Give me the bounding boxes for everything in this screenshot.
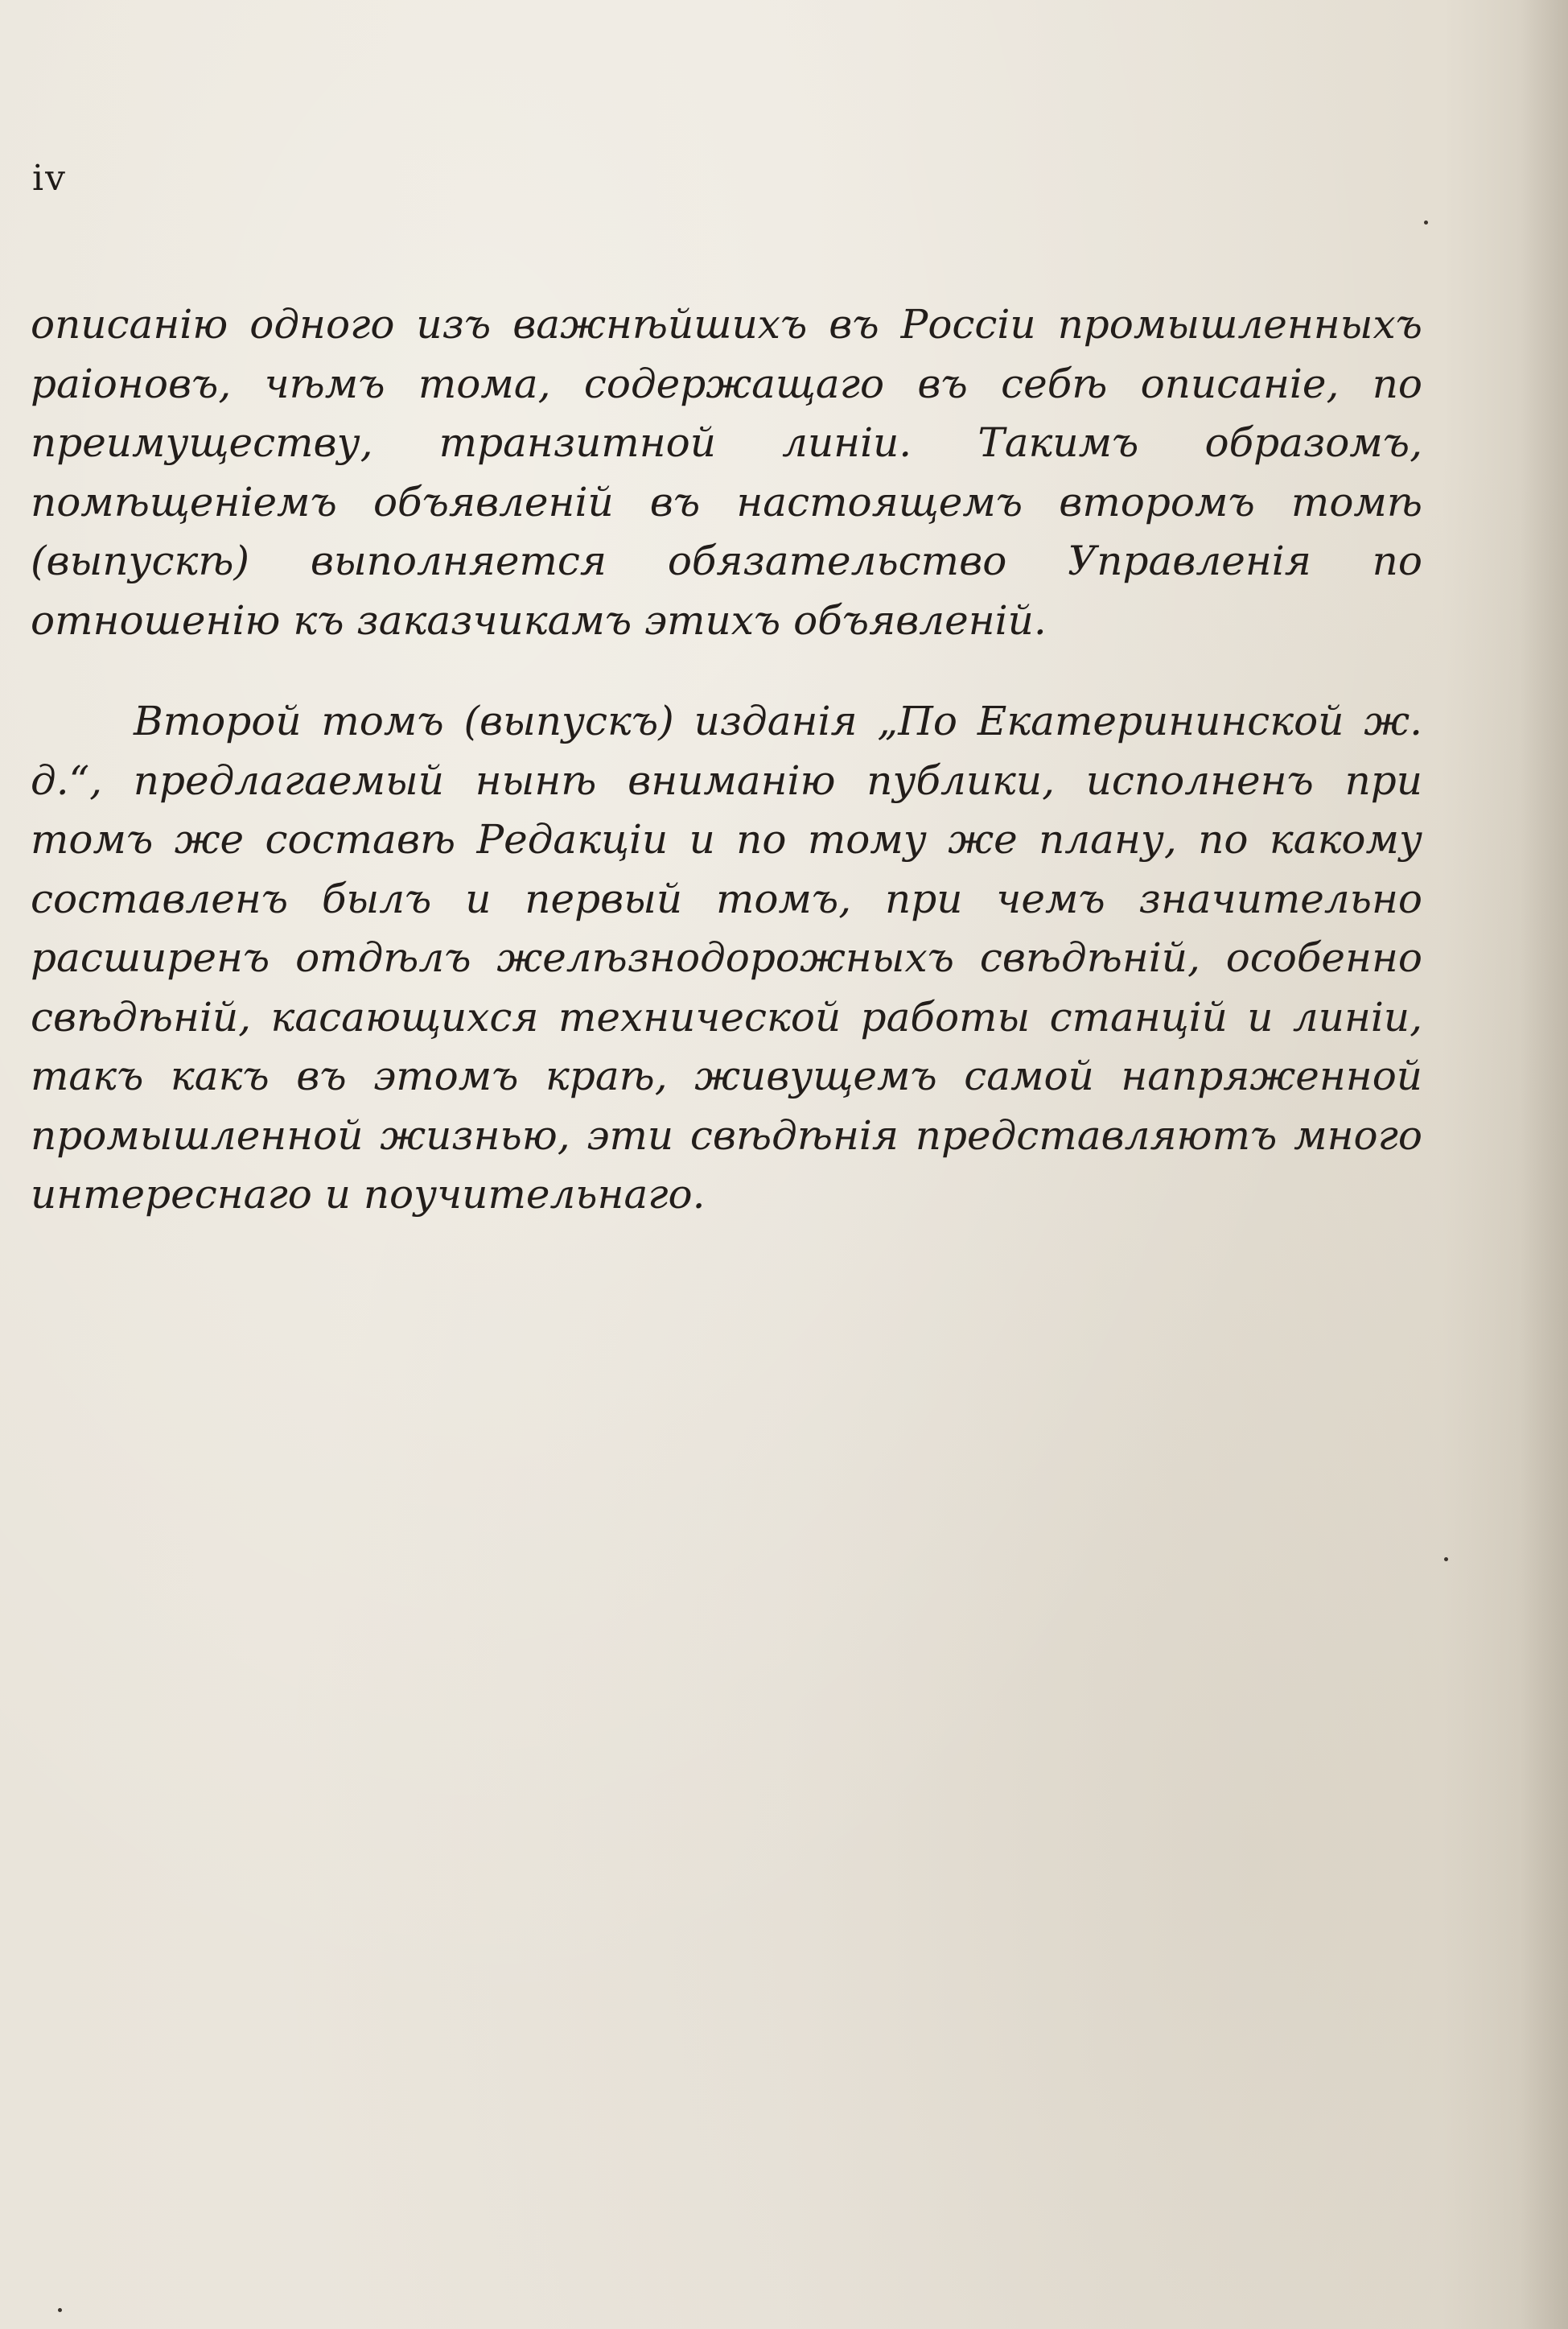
- paper-speck: [1444, 1557, 1448, 1561]
- page-number: iv: [32, 158, 67, 199]
- paragraph-2: Второй томъ (выпускъ) изданія „По Екатерининской ж. д.“, предлагаемый нынѣ вниманію публики, исполненъ при томъ же составѣ Редакціи и по тому же плану, по какому составленъ былъ и первый томъ, при чемъ значительно расширенъ отдѣлъ желѣзнодорожныхъ свѣдѣній, особенно свѣдѣній, касающихся технической работы станцій и линіи, такъ какъ въ этомъ краѣ, живущемъ самой напряженной промышленной жизнью, эти свѣдѣнія представляютъ много интереснаго и поучительнаго.: [31, 698, 1422, 1218]
- paper-speck: [1424, 221, 1428, 225]
- paper-speck: [58, 2308, 62, 2312]
- paragraph-1: описанію одного изъ важнѣйшихъ въ Россіи промышленныхъ раіоновъ, чѣмъ тома, содержащаго въ себѣ описаніе, по преимуществу, транзитной линіи. Такимъ образомъ, помѣщеніемъ объявленій въ настоящемъ второмъ томѣ (выпускѣ) выполняется обязательство Управленія по отношенію къ заказчикамъ этихъ объявленій.: [31, 301, 1422, 644]
- page-edge-shadow: [1520, 0, 1568, 2329]
